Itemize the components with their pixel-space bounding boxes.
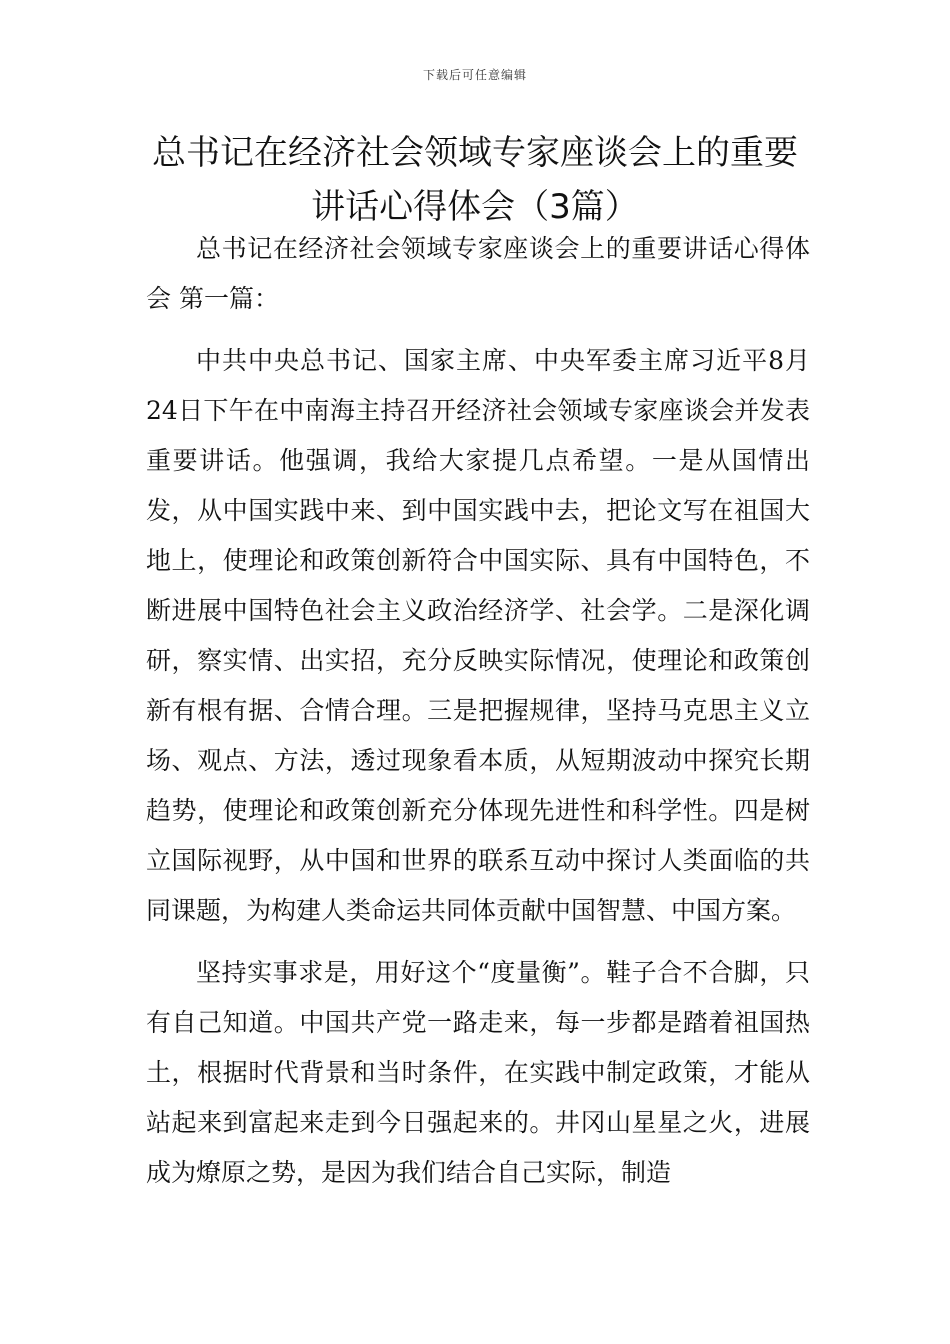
- header-note: 下载后可任意编辑: [422, 68, 527, 82]
- paragraph-main: 中共中央总书记、国家主席、中央军委主席习近平8月24日下午在中南海主持召开经济社会领域专家座谈会并发表重要讲话。他强调，我给大家提几点希望。一是从国情出发，从中国实践中来、到中国实践中去，把论文写在祖国大地上，使理论和政策创新符合中国实际、具有中国特色，不断进展中国特色社会主义政治经济学、社会学。二是深化调研，察实情、出实招，充分反映实际情况，使理论和政策创新有根有据、合情合理。三是把握规律，坚持马克思主义立场、观点、方法，透过现象看本质，从短期波动中探究长期趋势，使理论和政策创新充分体现先进性和科学性。四是树立国际视野，从中国和世界的联系互动中探讨人类面临的共同课题，为构建人类命运共同体贡献中国智慧、中国方案。: [146, 346, 810, 925]
- document-title: 总书记在经济社会领域专家座谈会上的重要讲话心得体会（3篇）: [152, 133, 798, 227]
- paragraph-intro: 总书记在经济社会领域专家座谈会上的重要讲话心得体会 第一篇：: [146, 234, 810, 313]
- document-body: [146, 224, 810, 1198]
- paragraph-continued: 坚持实事求是，用好这个“度量衡”。鞋子合不合脚，只有自己知道。中国共产党一路走来，每一步都是踏着祖国热土，根据时代背景和当时条件，在实践中制定政策，才能从站起来到富起来走到今日强起来的。井冈山星星之火，进展成为燎原之势，是因为我们结合自己实际，制造: [146, 958, 810, 1187]
